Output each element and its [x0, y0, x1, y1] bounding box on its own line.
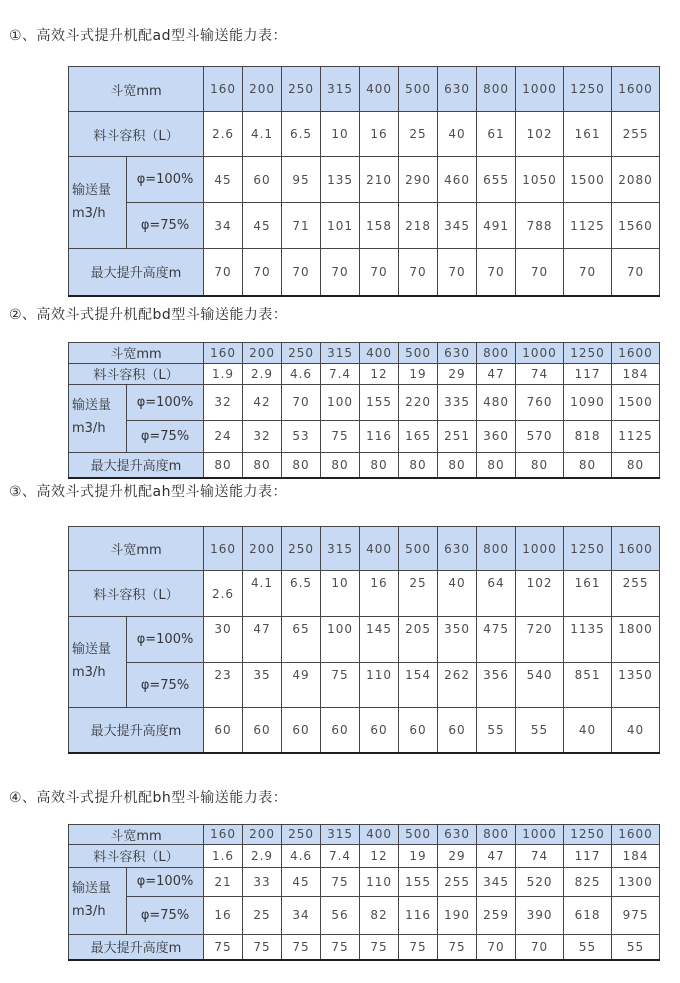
value-cell: 80	[204, 452, 243, 478]
value-cell: 60	[399, 708, 438, 753]
value-cell: 350	[438, 617, 477, 663]
row-phi75	[69, 420, 660, 452]
value-cell: 345	[477, 867, 516, 896]
row-phi75	[69, 663, 660, 708]
value-cell: 80	[564, 452, 612, 478]
row-max-height	[69, 452, 660, 478]
value-cell: 520	[516, 867, 564, 896]
value-cell: 117	[564, 844, 612, 867]
value-cell: 220	[399, 384, 438, 420]
value-cell: 40	[438, 112, 477, 157]
value-cell: 825	[564, 867, 612, 896]
value-cell: 60	[243, 708, 282, 753]
value-cell: 160	[204, 342, 243, 363]
value-cell: 200	[243, 67, 282, 112]
row-phi100	[69, 384, 660, 420]
value-cell: 200	[243, 527, 282, 571]
value-cell: 80	[438, 452, 477, 478]
row-max-height	[69, 934, 660, 960]
value-cell: 60	[204, 708, 243, 753]
value-cell: 1560	[612, 203, 660, 249]
label-capacity	[69, 157, 127, 249]
value-cell: 788	[516, 203, 564, 249]
value-cell: 95	[282, 157, 321, 203]
row-bucket-volume	[69, 844, 660, 867]
value-cell: 75	[399, 934, 438, 960]
row-bucket-width	[69, 342, 660, 363]
value-cell: 290	[399, 157, 438, 203]
label-capacity	[69, 384, 127, 452]
value-cell: 110	[360, 663, 399, 708]
value-cell: 205	[399, 617, 438, 663]
value-cell: 1090	[564, 384, 612, 420]
value-cell: 75	[321, 934, 360, 960]
value-cell: 1250	[564, 342, 612, 363]
label-capacity-line2: m3/h	[72, 421, 106, 436]
value-cell: 60	[438, 708, 477, 753]
label-phi100: φ=100%	[127, 157, 204, 203]
value-cell: 64	[477, 571, 516, 617]
capacity-table-ah	[68, 526, 660, 754]
value-cell: 800	[477, 824, 516, 844]
value-cell: 45	[204, 157, 243, 203]
value-cell: 315	[321, 527, 360, 571]
value-cell: 165	[399, 420, 438, 452]
value-cell: 7.4	[321, 363, 360, 384]
row-bucket-volume	[69, 571, 660, 617]
label-capacity-line1: 输送量	[72, 642, 112, 658]
value-cell: 975	[612, 896, 660, 934]
value-cell: 102	[516, 112, 564, 157]
value-cell: 155	[360, 384, 399, 420]
value-cell: 4.1	[243, 571, 282, 617]
value-cell: 500	[399, 527, 438, 571]
value-cell: 251	[438, 420, 477, 452]
value-cell: 16	[204, 896, 243, 934]
value-cell: 335	[438, 384, 477, 420]
value-cell: 7.4	[321, 844, 360, 867]
value-cell: 630	[438, 67, 477, 112]
label-capacity-line1: 输送量	[72, 182, 112, 198]
row-bucket-width	[69, 67, 660, 112]
value-cell: 56	[321, 896, 360, 934]
value-cell: 40	[564, 708, 612, 753]
value-cell: 1300	[612, 867, 660, 896]
value-cell: 200	[243, 342, 282, 363]
value-cell: 12	[360, 844, 399, 867]
table-1-title: ①、高效斗式提升机配ad型斗输送能力表：	[9, 28, 288, 44]
value-cell: 345	[438, 203, 477, 249]
value-cell: 2.9	[243, 363, 282, 384]
value-cell: 47	[477, 844, 516, 867]
value-cell: 70	[360, 249, 399, 296]
value-cell: 400	[360, 342, 399, 363]
value-cell: 70	[477, 249, 516, 296]
value-cell: 491	[477, 203, 516, 249]
value-cell: 262	[438, 663, 477, 708]
value-cell: 500	[399, 67, 438, 112]
value-cell: 250	[282, 824, 321, 844]
value-cell: 12	[360, 363, 399, 384]
value-cell: 75	[321, 663, 360, 708]
value-cell: 1250	[564, 67, 612, 112]
value-cell: 80	[360, 452, 399, 478]
value-cell: 6.5	[282, 571, 321, 617]
label-max-height: 最大提升高度m	[69, 452, 204, 478]
value-cell: 255	[438, 867, 477, 896]
value-cell: 70	[204, 249, 243, 296]
value-cell: 259	[477, 896, 516, 934]
value-cell: 1000	[516, 527, 564, 571]
label-bucket-width: 斗宽mm	[69, 527, 204, 571]
value-cell: 70	[612, 249, 660, 296]
table-3-title: ③、高效斗式提升机配ah型斗输送能力表：	[9, 484, 288, 500]
value-cell: 110	[360, 867, 399, 896]
value-cell: 45	[243, 203, 282, 249]
value-cell: 480	[477, 384, 516, 420]
label-phi75: φ=75%	[127, 663, 204, 708]
value-cell: 160	[204, 527, 243, 571]
value-cell: 21	[204, 867, 243, 896]
value-cell: 30	[204, 617, 243, 663]
value-cell: 33	[243, 867, 282, 896]
value-cell: 19	[399, 363, 438, 384]
value-cell: 82	[360, 896, 399, 934]
label-bucket-width: 斗宽mm	[69, 824, 204, 844]
row-phi100	[69, 867, 660, 896]
row-phi75	[69, 896, 660, 934]
value-cell: 2080	[612, 157, 660, 203]
value-cell: 60	[321, 708, 360, 753]
value-cell: 400	[360, 527, 399, 571]
label-bucket-width: 斗宽mm	[69, 67, 204, 112]
value-cell: 70	[477, 934, 516, 960]
label-capacity	[69, 617, 127, 708]
value-cell: 1125	[564, 203, 612, 249]
value-cell: 34	[282, 896, 321, 934]
value-cell: 60	[360, 708, 399, 753]
value-cell: 75	[243, 934, 282, 960]
row-bucket-width	[69, 824, 660, 844]
value-cell: 570	[516, 420, 564, 452]
value-cell: 80	[477, 452, 516, 478]
value-cell: 1600	[612, 342, 660, 363]
value-cell: 1250	[564, 527, 612, 571]
value-cell: 1350	[612, 663, 660, 708]
value-cell: 4.1	[243, 112, 282, 157]
value-cell: 80	[282, 452, 321, 478]
table-4-title: ④、高效斗式提升机配bh型斗输送能力表：	[9, 789, 288, 806]
value-cell: 32	[204, 384, 243, 420]
value-cell: 47	[477, 363, 516, 384]
value-cell: 630	[438, 342, 477, 363]
value-cell: 135	[321, 157, 360, 203]
value-cell: 210	[360, 157, 399, 203]
value-cell: 100	[321, 384, 360, 420]
value-cell: 80	[516, 452, 564, 478]
value-cell: 100	[321, 617, 360, 663]
value-cell: 155	[399, 867, 438, 896]
capacity-table-bh	[68, 824, 660, 962]
value-cell: 360	[477, 420, 516, 452]
value-cell: 117	[564, 363, 612, 384]
value-cell: 25	[399, 112, 438, 157]
value-cell: 16	[360, 571, 399, 617]
value-cell: 49	[282, 663, 321, 708]
value-cell: 75	[360, 934, 399, 960]
label-phi100: φ=100%	[127, 867, 204, 896]
value-cell: 80	[399, 452, 438, 478]
value-cell: 218	[399, 203, 438, 249]
value-cell: 1000	[516, 342, 564, 363]
value-cell: 400	[360, 824, 399, 844]
value-cell: 315	[321, 824, 360, 844]
value-cell: 61	[477, 112, 516, 157]
value-cell: 70	[438, 249, 477, 296]
label-phi75: φ=75%	[127, 203, 204, 249]
value-cell: 161	[564, 571, 612, 617]
value-cell: 1800	[612, 617, 660, 663]
label-bucket-volume: 料斗容积（L）	[69, 363, 204, 384]
value-cell: 23	[204, 663, 243, 708]
value-cell: 16	[360, 112, 399, 157]
value-cell: 460	[438, 157, 477, 203]
label-capacity-line1: 输送量	[72, 880, 112, 896]
value-cell: 55	[477, 708, 516, 753]
value-cell: 630	[438, 527, 477, 571]
value-cell: 101	[321, 203, 360, 249]
value-cell: 1.6	[204, 844, 243, 867]
value-cell: 250	[282, 67, 321, 112]
value-cell: 158	[360, 203, 399, 249]
table-2-title: ②、高效斗式提升机配bd型斗输送能力表：	[9, 306, 288, 323]
value-cell: 851	[564, 663, 612, 708]
value-cell: 75	[321, 867, 360, 896]
value-cell: 1.9	[204, 363, 243, 384]
value-cell: 60	[243, 157, 282, 203]
value-cell: 200	[243, 824, 282, 844]
value-cell: 24	[204, 420, 243, 452]
value-cell: 500	[399, 342, 438, 363]
value-cell: 40	[438, 571, 477, 617]
value-cell: 2.6	[204, 571, 243, 617]
value-cell: 250	[282, 527, 321, 571]
value-cell: 80	[243, 452, 282, 478]
value-cell: 74	[516, 363, 564, 384]
value-cell: 4.6	[282, 363, 321, 384]
value-cell: 45	[282, 867, 321, 896]
row-bucket-volume	[69, 112, 660, 157]
value-cell: 1000	[516, 824, 564, 844]
value-cell: 655	[477, 157, 516, 203]
row-max-height	[69, 249, 660, 296]
value-cell: 40	[612, 708, 660, 753]
value-cell: 160	[204, 824, 243, 844]
label-bucket-volume: 料斗容积（L）	[69, 571, 204, 617]
label-bucket-width: 斗宽mm	[69, 342, 204, 363]
value-cell: 2.6	[204, 112, 243, 157]
value-cell: 250	[282, 342, 321, 363]
value-cell: 1600	[612, 824, 660, 844]
row-phi100	[69, 617, 660, 663]
value-cell: 70	[516, 934, 564, 960]
value-cell: 70	[399, 249, 438, 296]
label-phi100: φ=100%	[127, 384, 204, 420]
value-cell: 1500	[564, 157, 612, 203]
value-cell: 818	[564, 420, 612, 452]
value-cell: 102	[516, 571, 564, 617]
capacity-table-ad	[68, 66, 660, 297]
value-cell: 60	[282, 708, 321, 753]
value-cell: 80	[321, 452, 360, 478]
value-cell: 55	[564, 934, 612, 960]
value-cell: 1050	[516, 157, 564, 203]
label-max-height: 最大提升高度m	[69, 249, 204, 296]
label-max-height: 最大提升高度m	[69, 708, 204, 753]
label-capacity-line2: m3/h	[72, 903, 106, 919]
value-cell: 75	[282, 934, 321, 960]
row-bucket-volume	[69, 363, 660, 384]
value-cell: 19	[399, 844, 438, 867]
value-cell: 184	[612, 363, 660, 384]
value-cell: 70	[321, 249, 360, 296]
value-cell: 6.5	[282, 112, 321, 157]
value-cell: 1600	[612, 527, 660, 571]
value-cell: 315	[321, 342, 360, 363]
value-cell: 255	[612, 112, 660, 157]
value-cell: 47	[243, 617, 282, 663]
value-cell: 75	[438, 934, 477, 960]
value-cell: 184	[612, 844, 660, 867]
value-cell: 55	[612, 934, 660, 960]
label-phi100: φ=100%	[127, 617, 204, 663]
value-cell: 32	[243, 420, 282, 452]
value-cell: 116	[360, 420, 399, 452]
value-cell: 34	[204, 203, 243, 249]
value-cell: 255	[612, 571, 660, 617]
capacity-table-bd	[68, 342, 660, 480]
value-cell: 70	[282, 384, 321, 420]
value-cell: 760	[516, 384, 564, 420]
value-cell: 800	[477, 342, 516, 363]
value-cell: 160	[204, 67, 243, 112]
value-cell: 80	[612, 452, 660, 478]
value-cell: 154	[399, 663, 438, 708]
value-cell: 65	[282, 617, 321, 663]
value-cell: 1000	[516, 67, 564, 112]
label-bucket-volume: 料斗容积（L）	[69, 112, 204, 157]
value-cell: 145	[360, 617, 399, 663]
label-phi75: φ=75%	[127, 896, 204, 934]
value-cell: 74	[516, 844, 564, 867]
value-cell: 2.9	[243, 844, 282, 867]
label-max-height: 最大提升高度m	[69, 934, 204, 960]
value-cell: 161	[564, 112, 612, 157]
label-capacity-line2: m3/h	[72, 665, 106, 680]
row-phi75	[69, 203, 660, 249]
value-cell: 70	[282, 249, 321, 296]
label-bucket-volume: 料斗容积（L）	[69, 844, 204, 867]
value-cell: 25	[399, 571, 438, 617]
value-cell: 800	[477, 67, 516, 112]
value-cell: 720	[516, 617, 564, 663]
row-max-height	[69, 708, 660, 753]
value-cell: 29	[438, 363, 477, 384]
value-cell: 10	[321, 112, 360, 157]
value-cell: 315	[321, 67, 360, 112]
value-cell: 390	[516, 896, 564, 934]
value-cell: 35	[243, 663, 282, 708]
value-cell: 70	[564, 249, 612, 296]
value-cell: 540	[516, 663, 564, 708]
value-cell: 475	[477, 617, 516, 663]
value-cell: 1500	[612, 384, 660, 420]
value-cell: 25	[243, 896, 282, 934]
row-phi100	[69, 157, 660, 203]
value-cell: 75	[204, 934, 243, 960]
value-cell: 400	[360, 67, 399, 112]
value-cell: 29	[438, 844, 477, 867]
value-cell: 71	[282, 203, 321, 249]
label-capacity	[69, 867, 127, 934]
value-cell: 70	[516, 249, 564, 296]
value-cell: 800	[477, 527, 516, 571]
value-cell: 55	[516, 708, 564, 753]
value-cell: 1250	[564, 824, 612, 844]
value-cell: 75	[321, 420, 360, 452]
label-capacity-line2: m3/h	[72, 205, 106, 221]
value-cell: 1600	[612, 67, 660, 112]
value-cell: 70	[243, 249, 282, 296]
value-cell: 1125	[612, 420, 660, 452]
label-phi75: φ=75%	[127, 420, 204, 452]
value-cell: 1135	[564, 617, 612, 663]
value-cell: 53	[282, 420, 321, 452]
value-cell: 116	[399, 896, 438, 934]
value-cell: 190	[438, 896, 477, 934]
value-cell: 4.6	[282, 844, 321, 867]
value-cell: 356	[477, 663, 516, 708]
value-cell: 618	[564, 896, 612, 934]
value-cell: 42	[243, 384, 282, 420]
value-cell: 500	[399, 824, 438, 844]
label-capacity-line1: 输送量	[72, 398, 112, 414]
row-bucket-width	[69, 527, 660, 571]
value-cell: 630	[438, 824, 477, 844]
value-cell: 10	[321, 571, 360, 617]
